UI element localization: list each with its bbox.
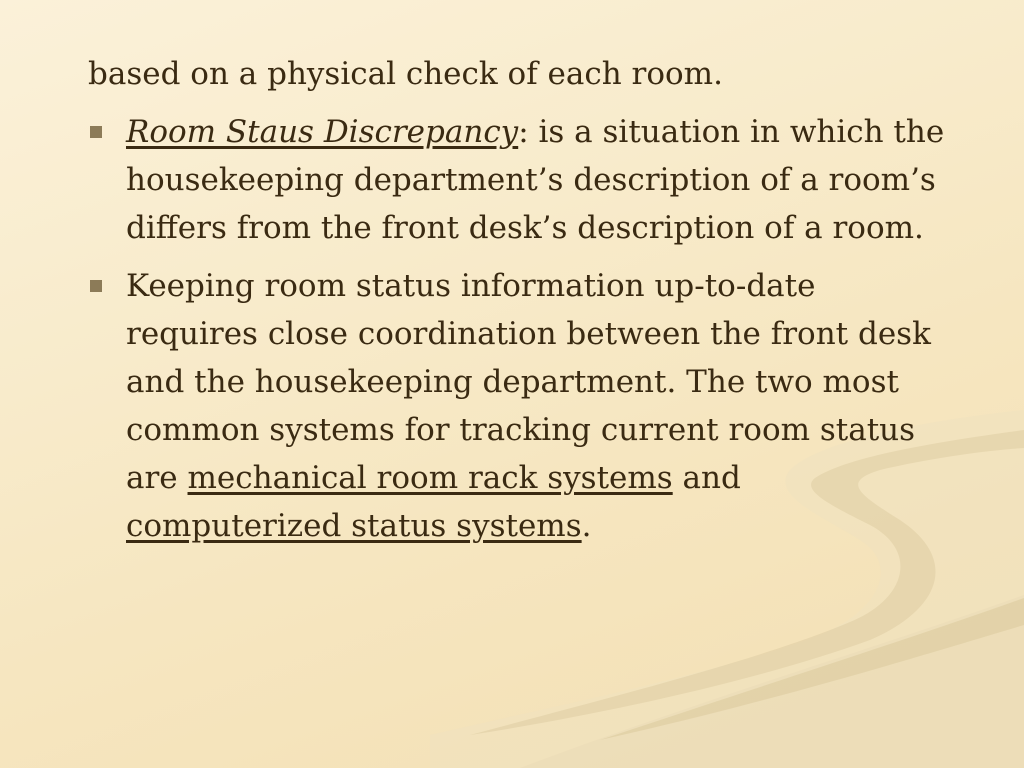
square-bullet-icon (90, 126, 102, 138)
slide-content (88, 50, 948, 560)
bullet-text-period: . (581, 508, 592, 544)
link-computerized-status-systems[interactable]: computerized status systems (126, 508, 582, 544)
bullet-text-and: and (672, 460, 741, 496)
bullet-room-status-systems (88, 262, 948, 550)
link-mechanical-room-rack-systems[interactable]: mechanical room rack systems (187, 460, 673, 496)
square-bullet-icon (90, 280, 102, 292)
bullet-room-status-discrepancy (88, 108, 948, 252)
term-room-staus-discrepancy: Room Staus Discrepancy (126, 114, 519, 150)
bullet-text: : is a situation in which the housekeeping department’s description of a room’s differs from the front desk’s description of a room. (126, 114, 945, 246)
lead-text: based on a physical check of each room. (88, 56, 723, 92)
bullet-text: Keeping room status information up-to-date requires close coordination between the front desk and the housekeeping department. The two most common systems for tracking current room status are (126, 268, 931, 496)
